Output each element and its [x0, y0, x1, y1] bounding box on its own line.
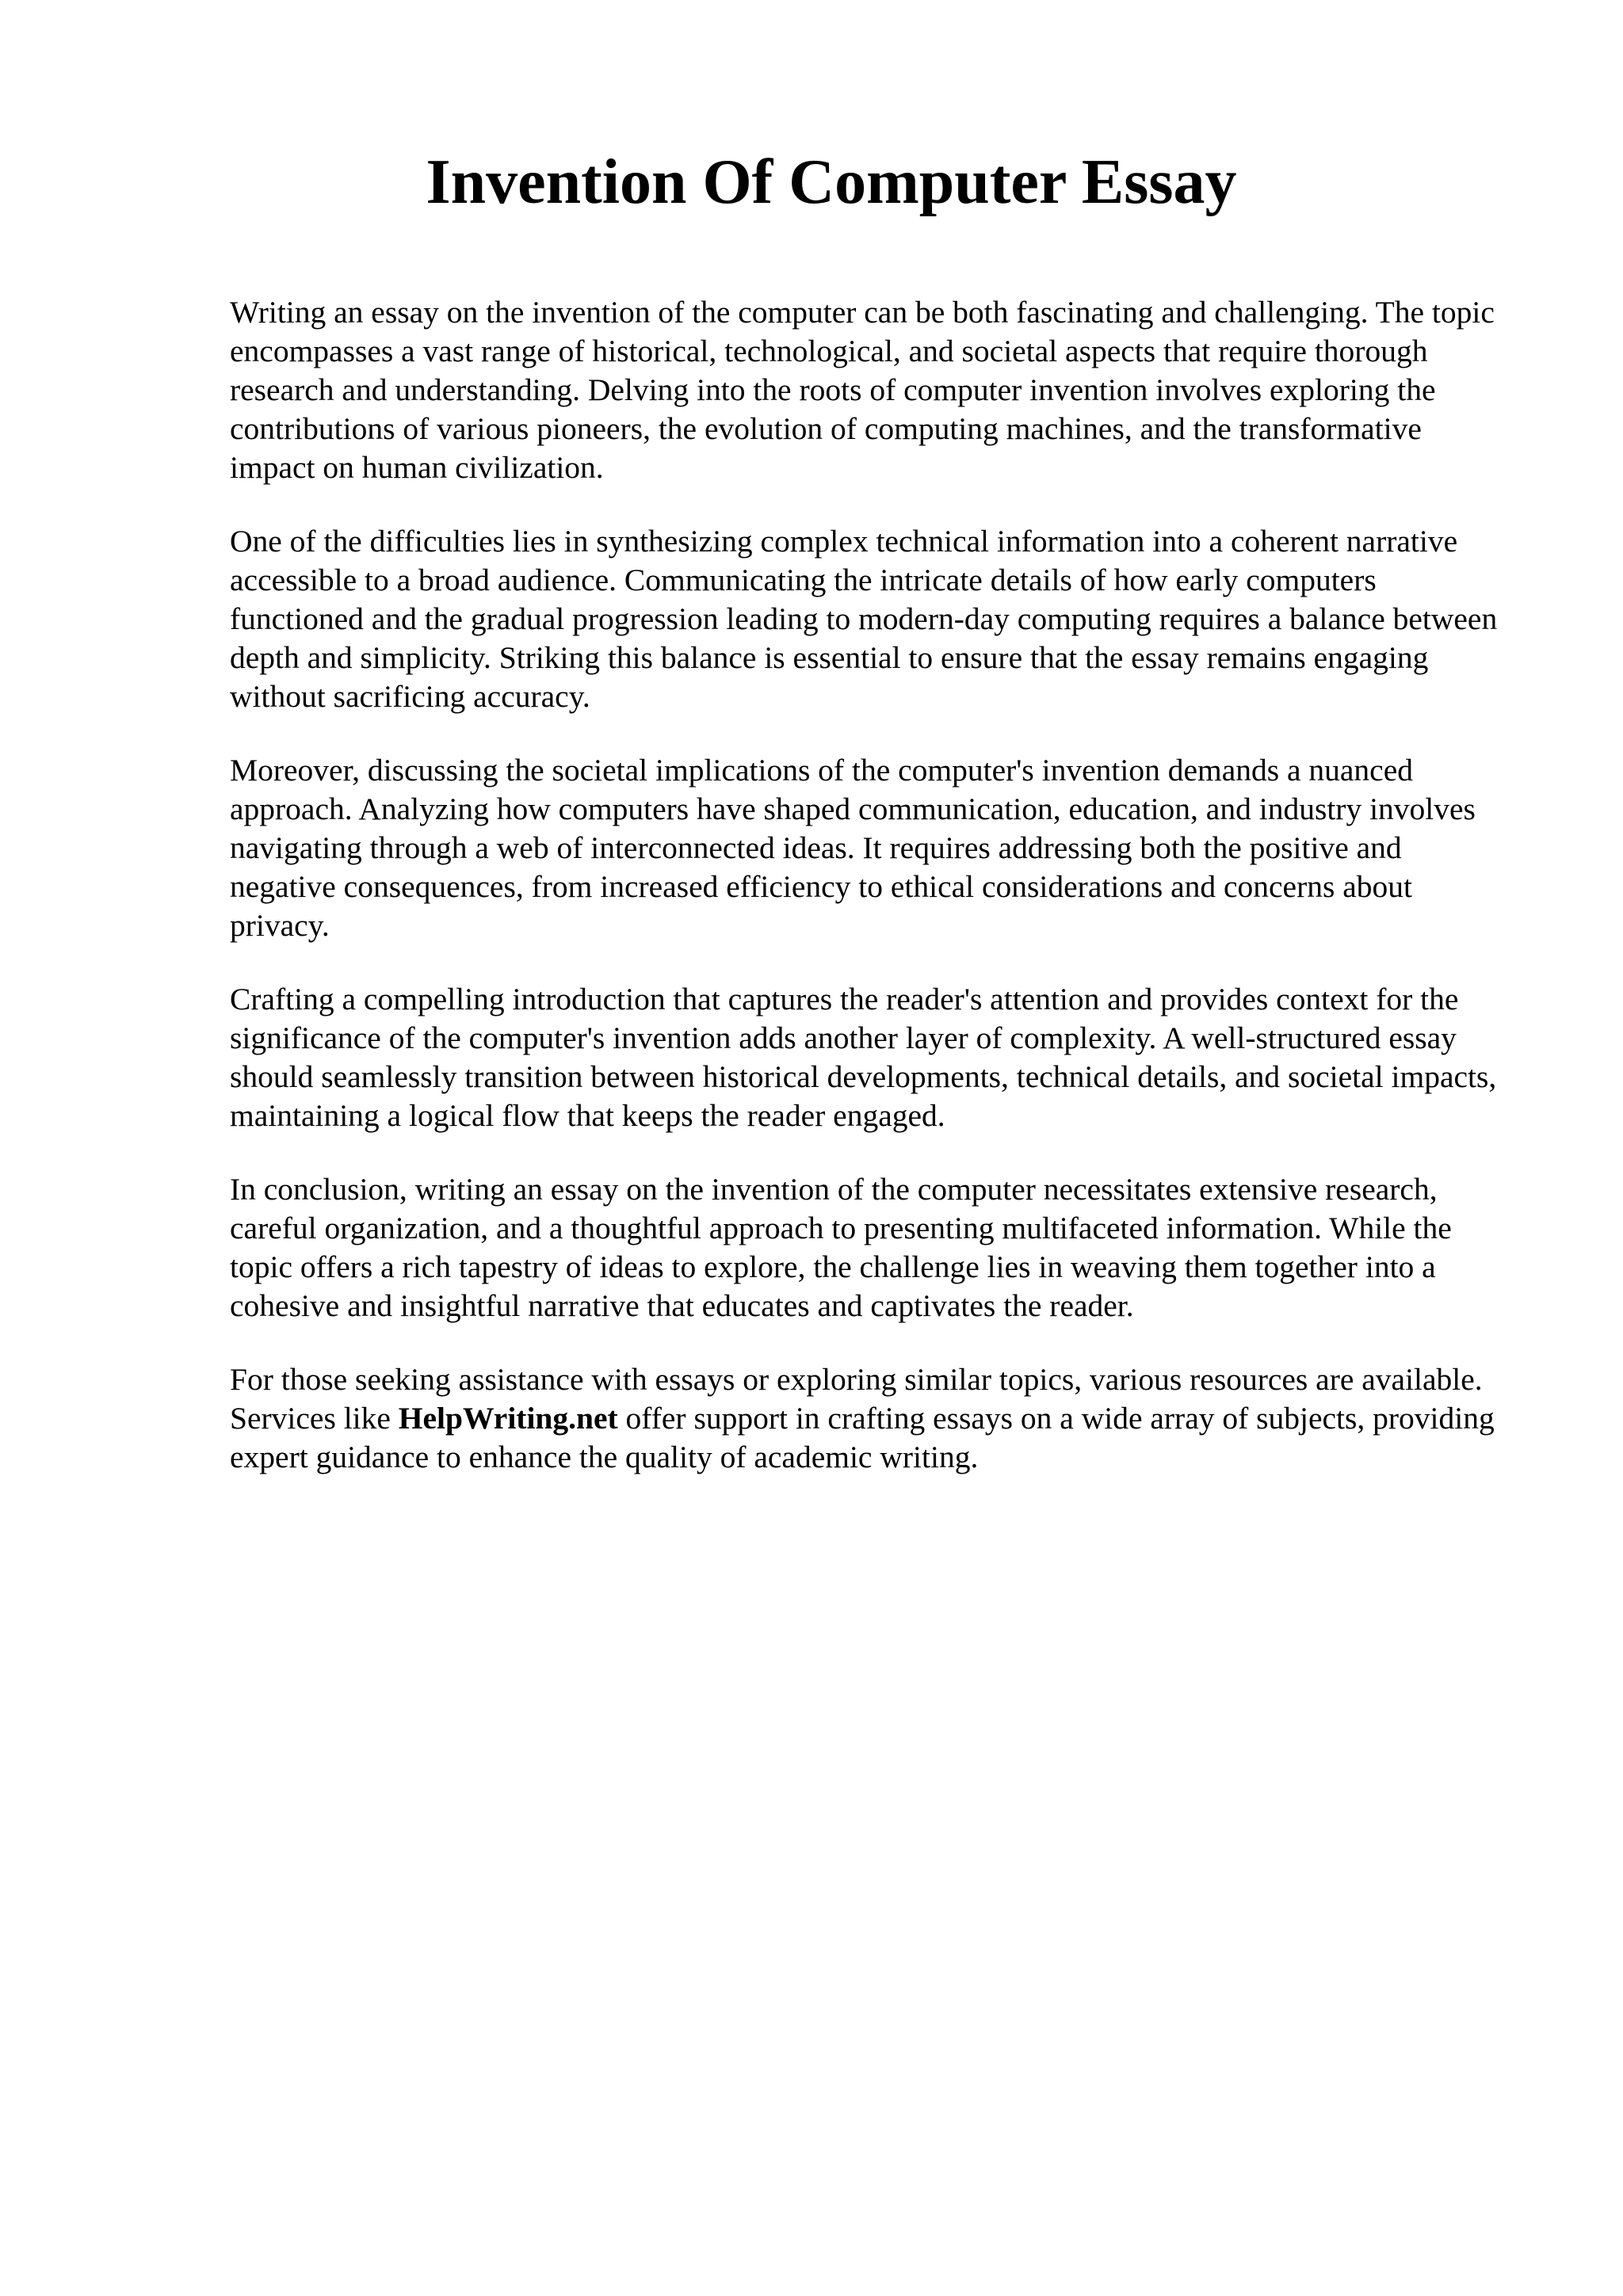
- helpwriting-link[interactable]: HelpWriting.net: [398, 1401, 618, 1436]
- paragraph-6: [230, 1360, 1514, 1477]
- paragraph-2: One of the difficulties lies in synthesizing complex technical information into a coherent narrative accessible to a broad audience. Communicating the intricate details of how early computers functioned and the gradual progression leading to modern-day computing requires a balance between depth and simplicity. Striking this balance is essential to ensure that the essay remains engaging without sacrificing accuracy.: [230, 524, 1498, 714]
- paragraph-6-outro: offer support in crafting essays on a wide array of subjects, providing expert guidance to enhance the quality of academic writing.: [230, 1401, 1495, 1474]
- essay-body: [230, 293, 1514, 1477]
- paragraph-1: Writing an essay on the invention of the computer can be both fascinating and challenging. The topic encompasses a vast range of historical, technological, and societal aspects that require thorough research and understanding. Delving into the roots of computer invention involves exploring the contributions of various pioneers, the evolution of computing machines, and the transformative impact on human civilization.: [230, 295, 1495, 485]
- paragraph-5: In conclusion, writing an essay on the invention of the computer necessitates extensive research, careful organization, and a thoughtful approach to presenting multifaceted information. While the topic offers a rich tapestry of ideas to explore, the challenge lies in weaving them together into a cohesive and insightful narrative that educates and captivates the reader.: [230, 1172, 1452, 1323]
- paragraph-3: Moreover, discussing the societal implications of the computer's invention demands a nuanced approach. Analyzing how computers have shaped communication, education, and industry involves navigating through a web of interconnected ideas. It requires addressing both the positive and negative consequences, from increased efficiency to ethical considerations and concerns about privacy.: [230, 753, 1476, 943]
- paragraph-6-intro: For those seeking assistance with essays or exploring similar topics, various resources are available. Services like: [230, 1362, 1483, 1436]
- paragraph-4: Crafting a compelling introduction that captures the reader's attention and provides context for the significance of the computer's invention adds another layer of complexity. A well-structured essay should seamlessly transition between historical developments, technical details, and societal impacts, maintaining a logical flow that keeps the reader engaged.: [230, 982, 1497, 1133]
- page-title: Invention Of Computer Essay: [426, 147, 1237, 217]
